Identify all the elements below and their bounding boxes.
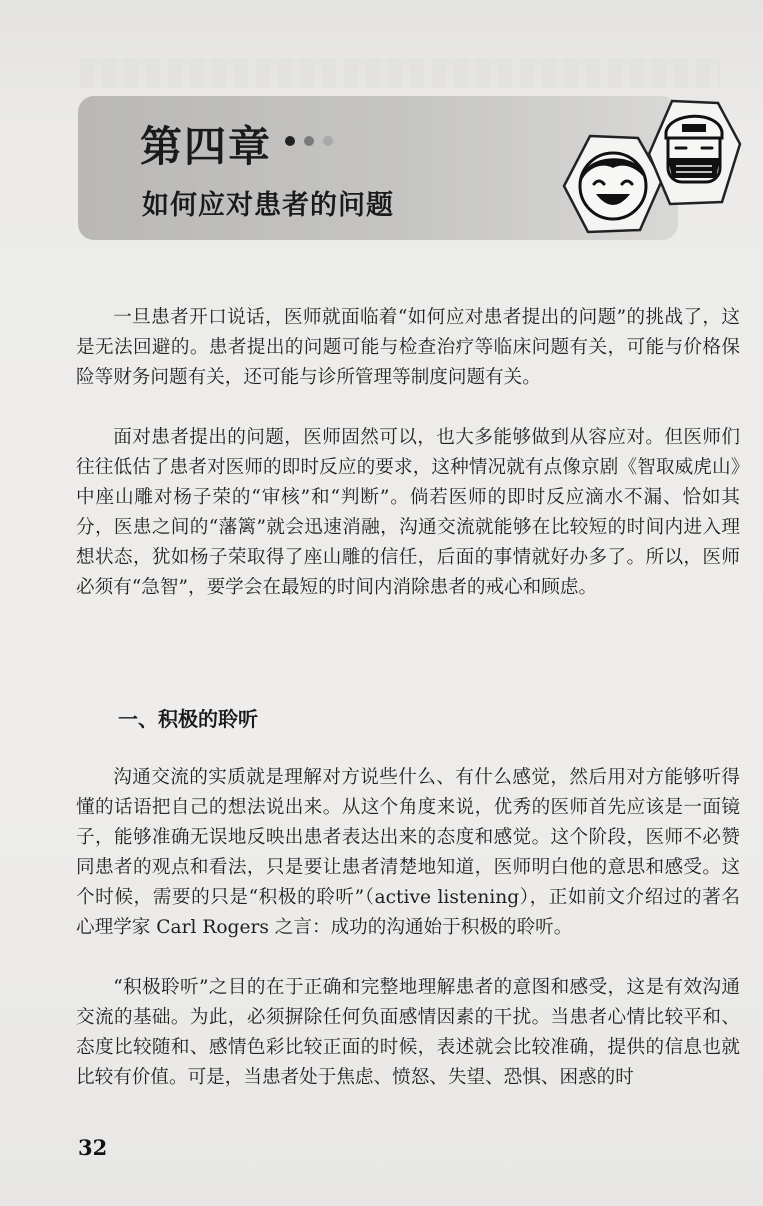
dot-dark (285, 136, 295, 146)
paragraph-text: 一旦患者开口说话，医师就面临着“如何应对患者提出的问题”的挑战了，这是无法回避的。患者提出的问题可能与检查治疗等临床问题有关，可能与价格保险等财务问题有关，还可能与诊所管理等制度问题有关。 (76, 307, 740, 388)
chapter-title: 如何应对患者的问题 (142, 190, 394, 221)
paragraph-text: 沟通交流的实质就是理解对方说些什么、有什么感觉，然后用对方能够听得懂的话语把自己的想法说出来。从这个角度来说，优秀的医师首先应该是一面镜子，能够准确无误地反映出患者表达出来的态度和感觉。这个阶段，医师不必赞同患者的观点和看法，只是要让患者清楚地知道，医师明白他的意思和感受。这个时候，需要的只是“积极的聆听”（active listening），正如前文介绍过的著名心理学家 Carl Rogers 之言：成功的沟通始于积极的聆听。 (76, 767, 740, 938)
chapter-dots (285, 136, 333, 146)
section-heading: 一、积极的聆听 (118, 707, 258, 731)
masked-doctor-face-icon (646, 98, 742, 208)
chapter-number: 第四章 (140, 122, 273, 171)
paragraph-text: 面对患者提出的问题，医师固然可以，也大多能够做到从容应对。但医师们往往低估了患者对医师的即时反应的要求，这种情况就有点像京剧《智取威虎山》中座山雕对杨子荣的“审核”和“判断”。倘若医师的即时反应滴水不漏、恰如其分，医患之间的“藩篱”就会迅速消融，沟通交流就能够在比较短的时间内进入理想状态，犹如杨子荣取得了座山雕的信任，后面的事情就好办多了。所以，医师必须有“急智”，要学会在最短的时间内消除患者的戒心和顾虑。 (76, 427, 740, 598)
page-number: 32 (78, 1135, 108, 1160)
paragraph-1 (76, 303, 740, 393)
section-paragraph-1 (76, 763, 740, 943)
dot-light (323, 136, 333, 146)
paragraph-2 (76, 423, 740, 603)
dot-mid (304, 136, 314, 146)
show-through-strip (80, 58, 720, 88)
paragraph-text: “积极聆听”之目的在于正确和完整地理解患者的意图和感受，这是有效沟通交流的基础。为此，必须摒除任何负面感情因素的干扰。当患者心情比较平和、态度比较随和、感情色彩比较正面的时候，表述就会比较准确，提供的信息也就比较有价值。可是，当患者处于焦虑、愤怒、失望、恐惧、困惑的时 (76, 977, 740, 1088)
section-paragraph-2 (76, 973, 740, 1093)
